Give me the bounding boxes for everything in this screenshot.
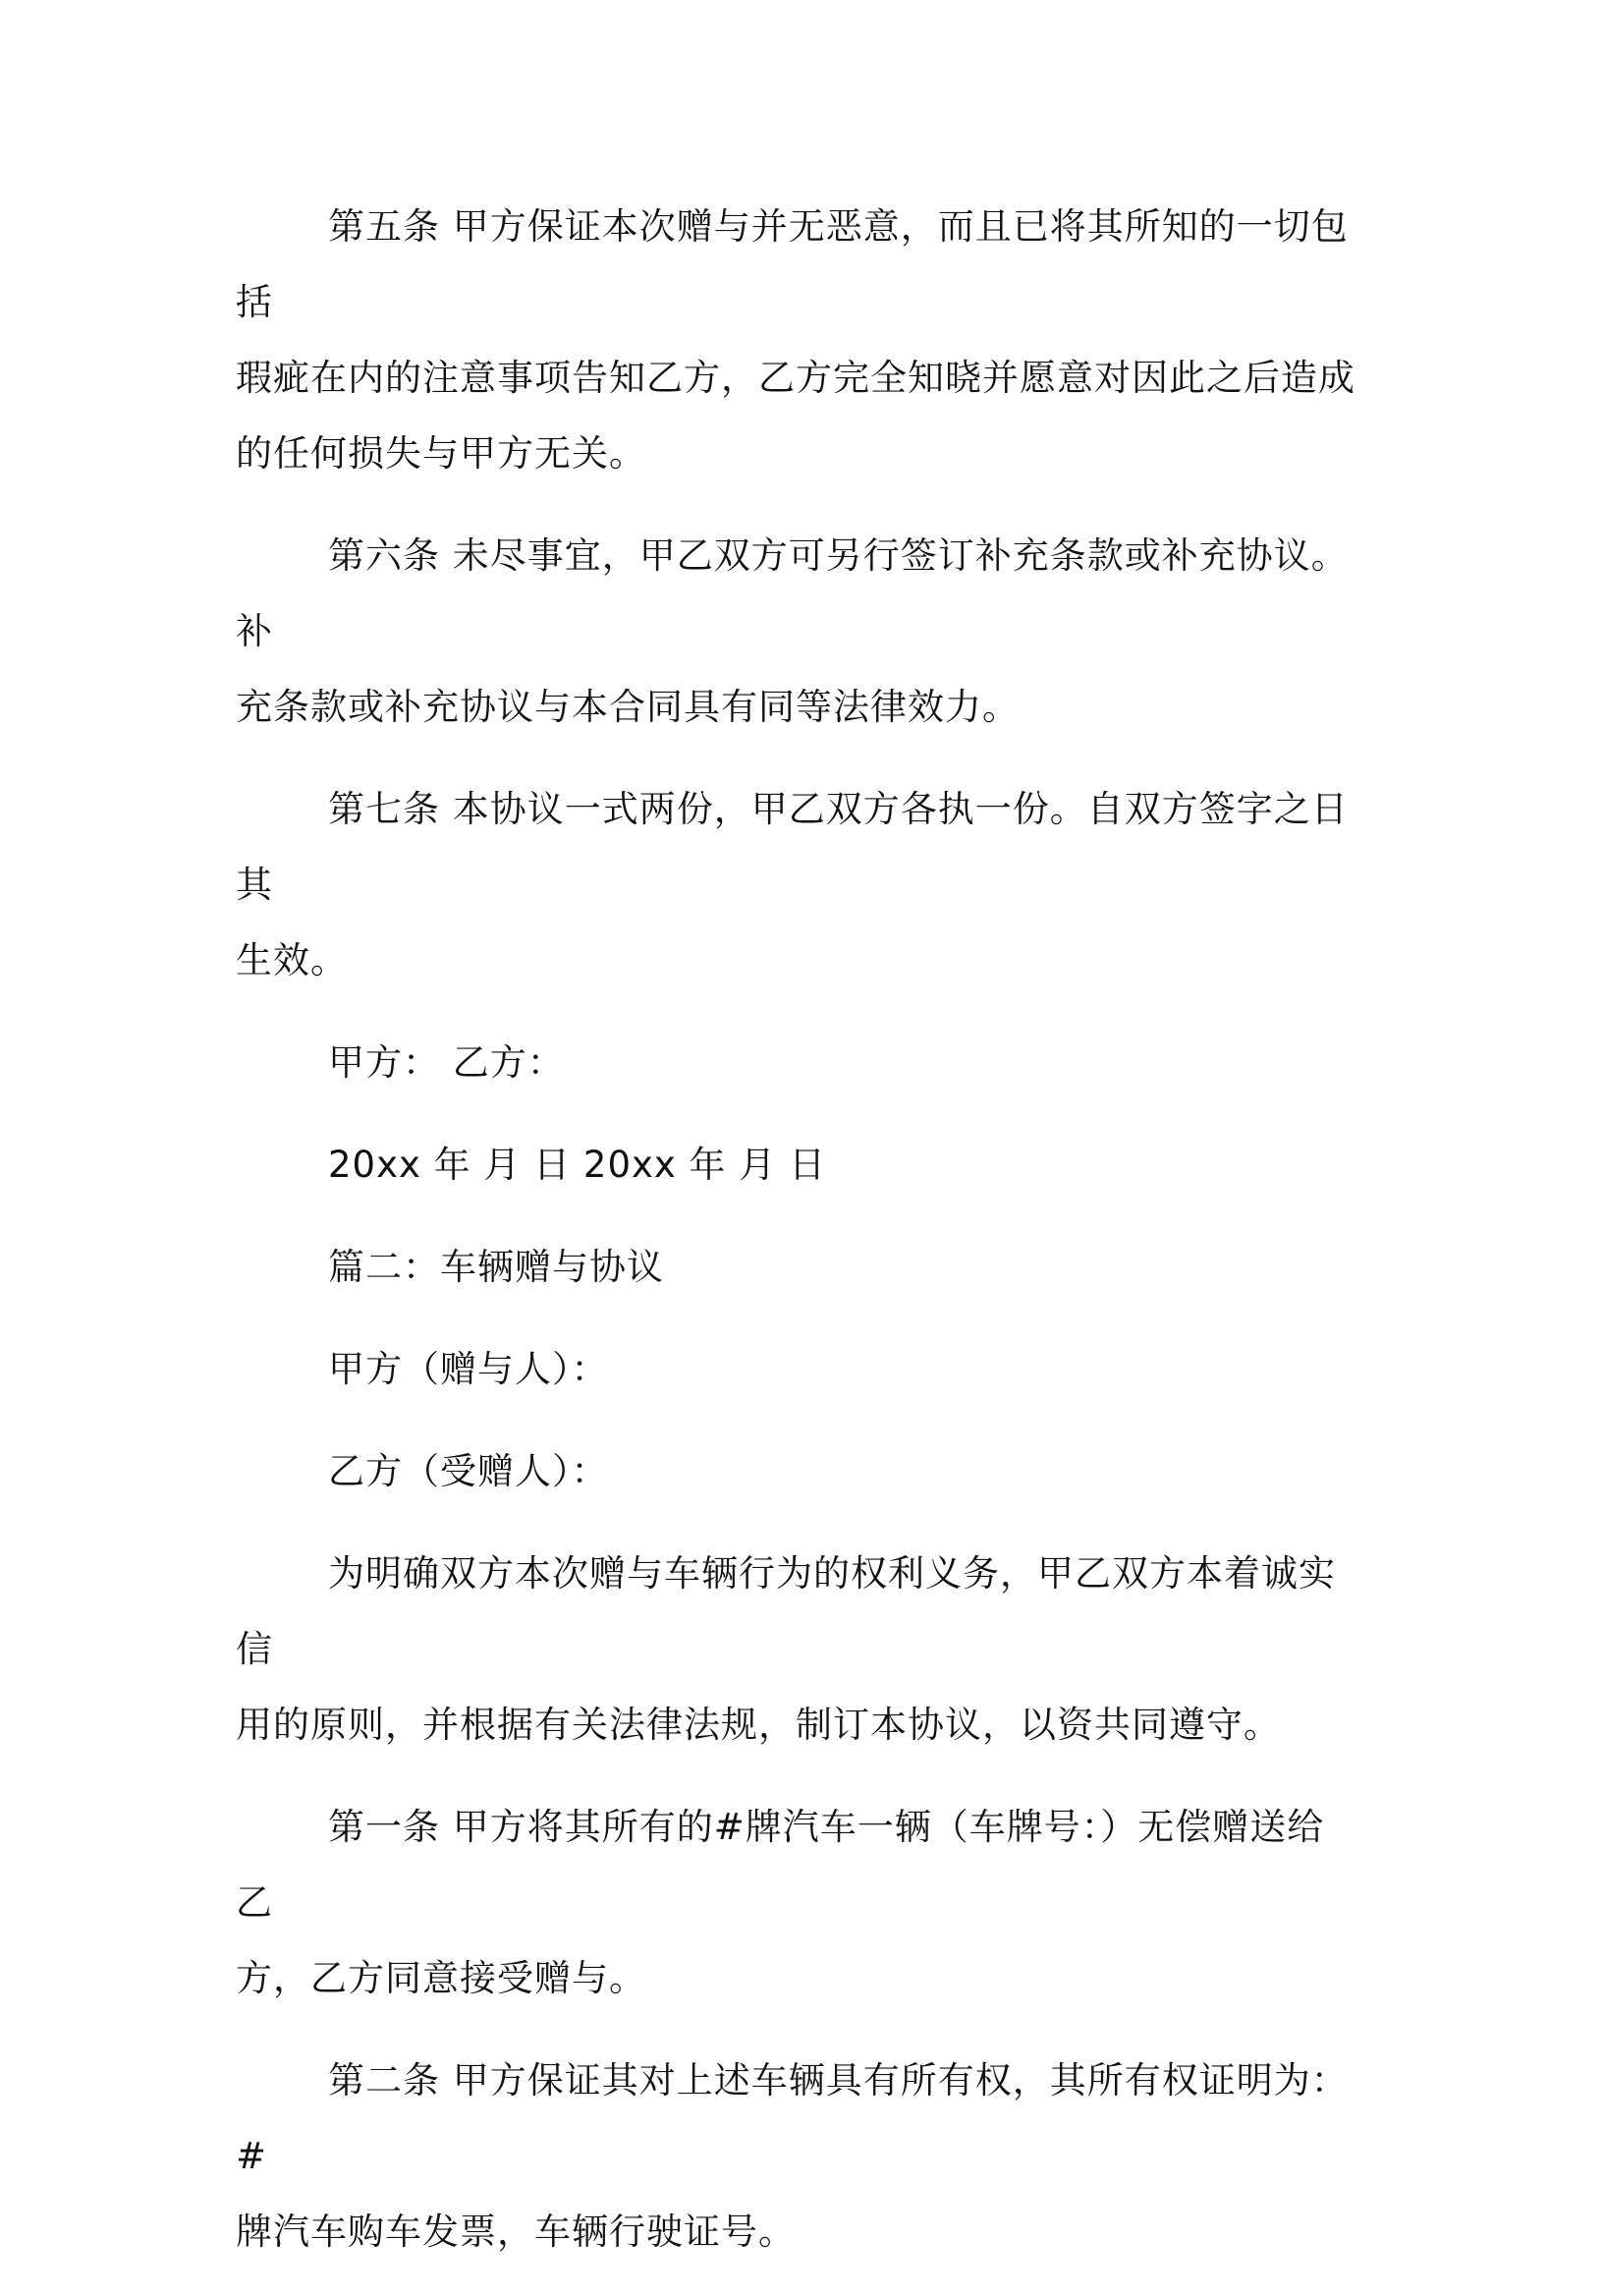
article-7-paragraph xyxy=(236,771,1355,998)
recipient-line xyxy=(236,1433,1355,1509)
paragraph-line: 瑕疵在内的注意事项告知乙方，乙方完全知晓并愿意对因此之后造成 xyxy=(236,357,1355,399)
paragraph-line: 第六条 未尽事宜，甲乙双方可另行签订补充条款或补充协议。补 xyxy=(236,534,1349,652)
paragraph-line: 篇二：车辆赠与协议 xyxy=(328,1246,664,1288)
paragraph-line: 第五条 甲方保证本次赠与并无恶意，而且已将其所知的一切包括 xyxy=(236,205,1349,323)
paragraph-line: 用的原则，并根据有关法律法规，制订本协议，以资共同遵守。 xyxy=(236,1704,1281,1746)
paragraph-line: 20xx 年 月 日 20xx 年 月 日 xyxy=(328,1144,827,1186)
document-page xyxy=(236,189,1355,2296)
paragraph-line: 第二条 甲方保证其对上述车辆具有所有权，其所有权证明为：# xyxy=(236,2059,1349,2177)
signature-parties-line xyxy=(236,1025,1355,1100)
article-2-paragraph xyxy=(236,2043,1355,2269)
article-6-paragraph xyxy=(236,518,1355,745)
paragraph-line: 甲方（赠与人）： xyxy=(328,1348,609,1390)
paragraph-line: 牌汽车购车发票，车辆行驶证号。 xyxy=(236,2211,796,2253)
preamble-paragraph xyxy=(236,1536,1355,1763)
paragraph-line: 第一条 甲方将其所有的#牌汽车一辆（车牌号：）无偿赠送给乙 xyxy=(236,1806,1325,1924)
paragraph-line: 为明确双方本次赠与车辆行为的权利义务，甲乙双方本着诚实信 xyxy=(236,1552,1336,1670)
donor-line xyxy=(236,1331,1355,1407)
paragraph-line: 甲方： 乙方： xyxy=(328,1041,565,1084)
article-1-paragraph xyxy=(236,1789,1355,2016)
paragraph-line: 方，乙方同意接受赠与。 xyxy=(236,1957,646,1999)
paragraph-line: 乙方（受赠人）： xyxy=(328,1450,609,1492)
paragraph-line: 充条款或补充协议与本合同具有同等法律效力。 xyxy=(236,686,1020,728)
paragraph-line: 的任何损失与甲方无关。 xyxy=(236,432,646,475)
section-heading xyxy=(236,1229,1355,1305)
paragraph-line: 生效。 xyxy=(236,939,348,981)
article-5-paragraph xyxy=(236,189,1355,491)
paragraph-line: 第七条 本协议一式两份，甲乙双方各执一份。自双方签字之日其 xyxy=(236,788,1349,906)
signature-date-line xyxy=(236,1127,1355,1203)
